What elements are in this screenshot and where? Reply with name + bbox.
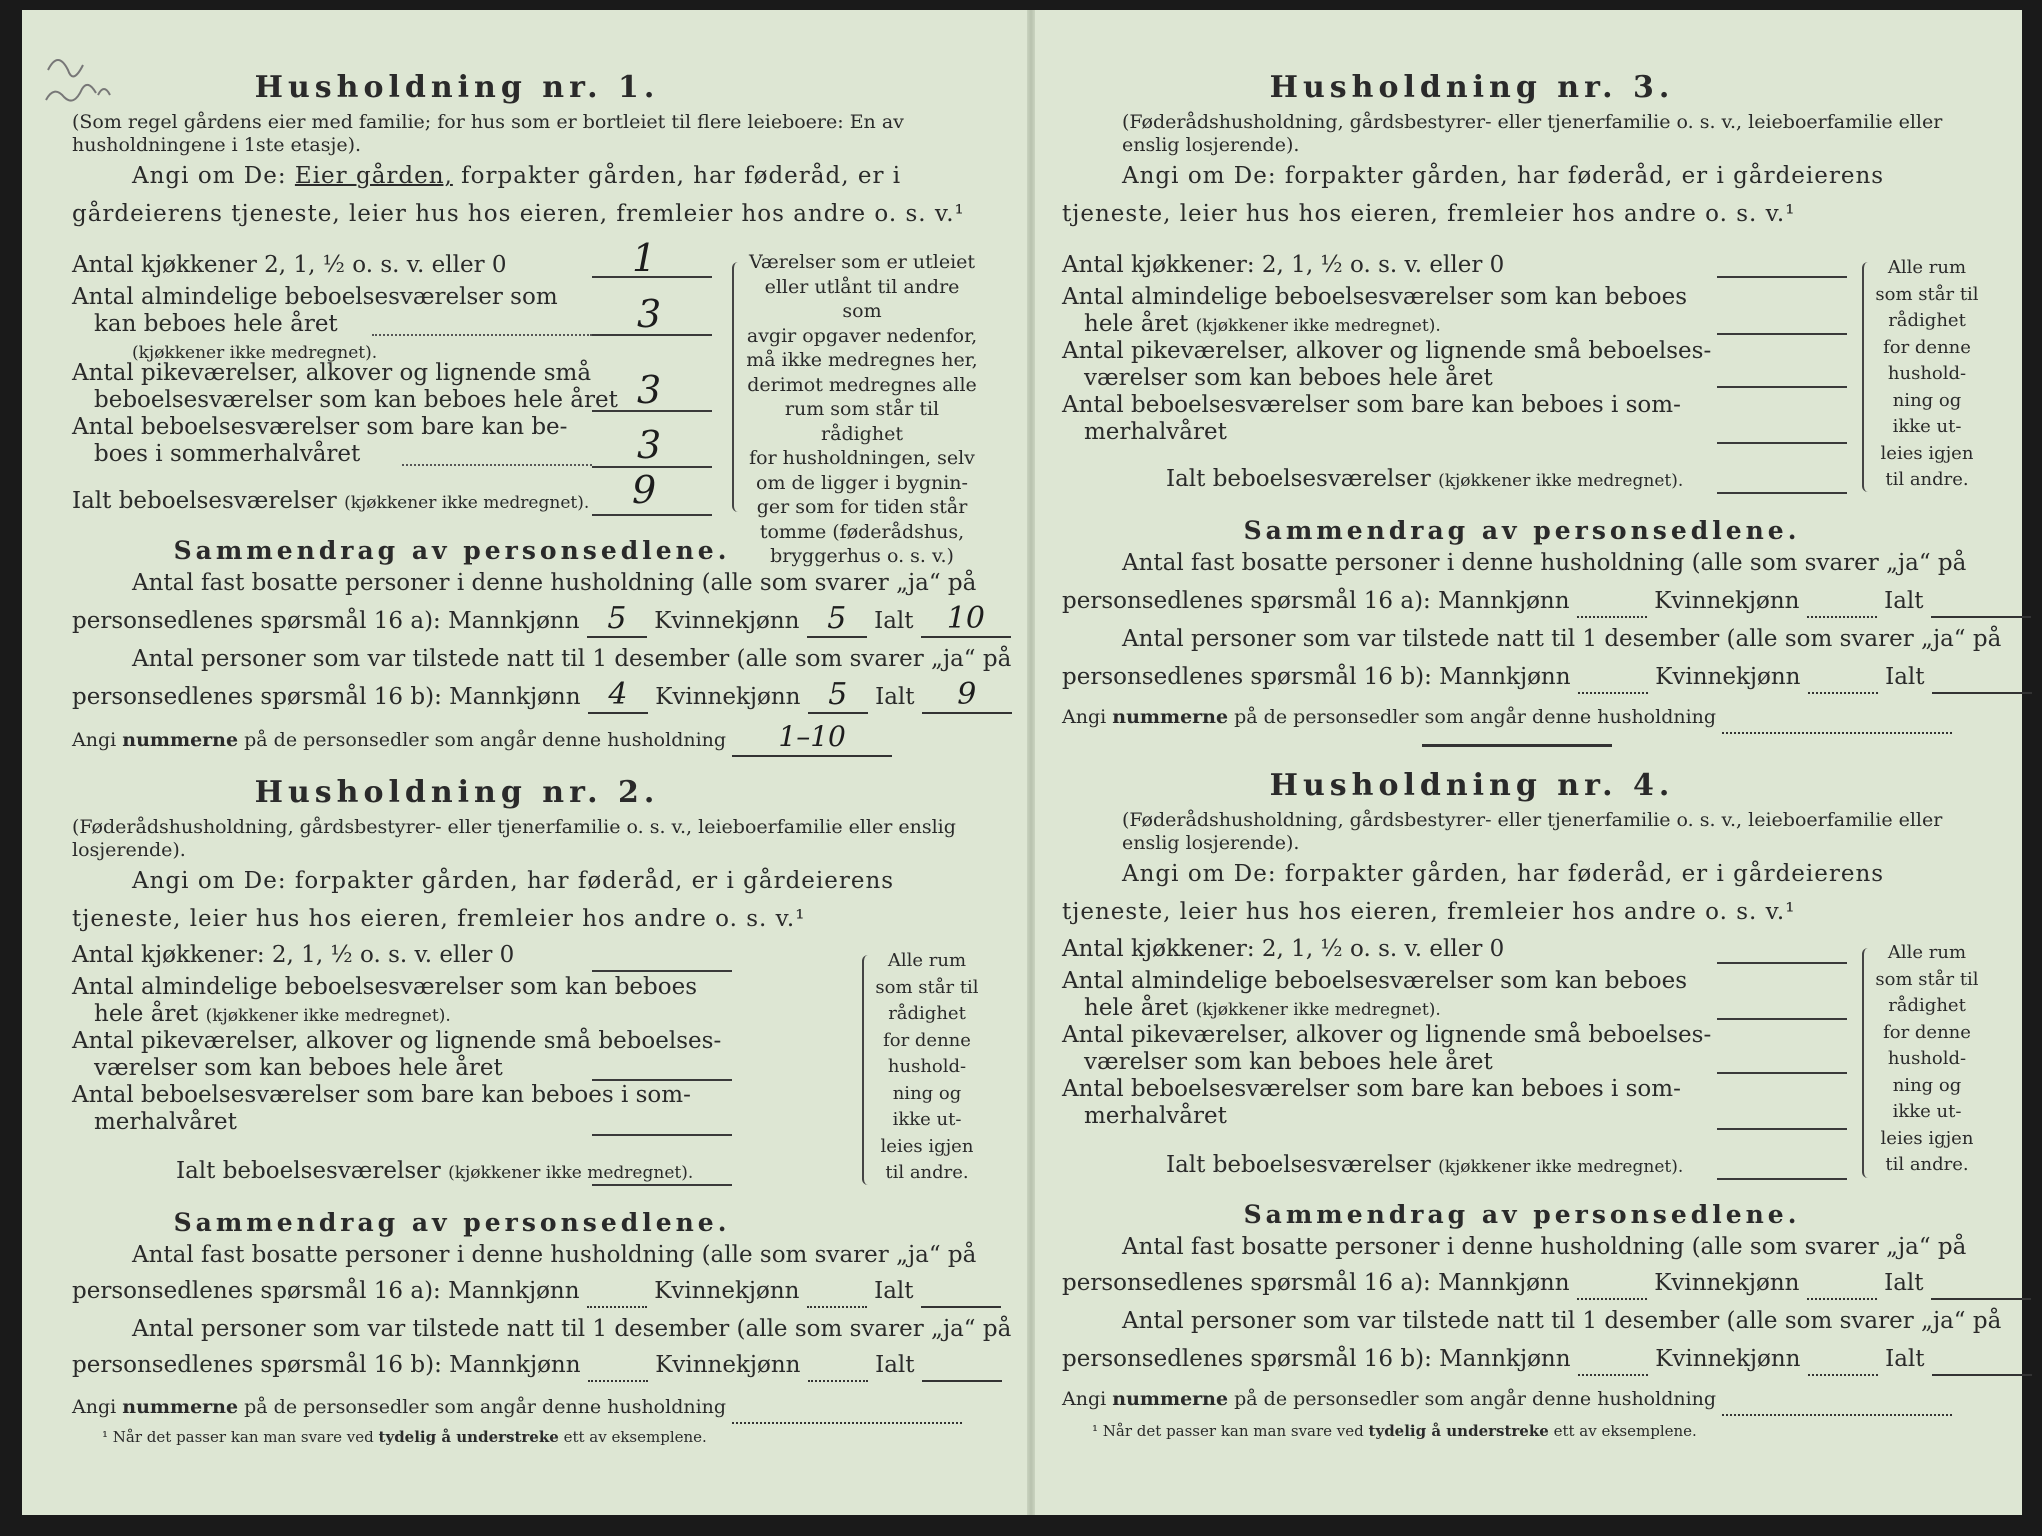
h3-total-label: Ialt beboelsesværelser (kjøkkener ikke medregnet). [1166, 466, 1684, 492]
h1-brace-line: ger som for tiden står [756, 496, 968, 518]
h2-footnote: ¹ Når det passer kan man svare ved tydelig å understreke ett av eksemplene. [102, 1428, 707, 1446]
household-4-status: Angi om De: forpakter gården, har føderåd, er i gårdeierens tjeneste, leier hus hos eieren, fremleier hos andre o. s. v.¹ [1062, 861, 1885, 925]
h3-summer-label-b: merhalvåret [1084, 419, 1227, 445]
h2-brace-line: hushold- [887, 1056, 967, 1077]
h3-kitchens-field[interactable] [1717, 276, 1847, 278]
h4-summer-field[interactable] [1717, 1128, 1847, 1130]
h1-brace-line: eller utlånt til andre som [764, 275, 960, 322]
h4-sum-b-line2: personsedlenes spørsmål 16 b): Mannkjønn Kvinnekjønn Ialt [1062, 1344, 2032, 1376]
h1-sum-b-line1: Antal personer som var tilstede natt til 1 desember (alle som svarer „ja“ på [132, 646, 1012, 672]
h3-sum-b-female[interactable] [1808, 662, 1878, 694]
h4-brace-line: rådighet [1888, 995, 1966, 1016]
h3-kitchens-label: Antal kjøkkener: 2, 1, ½ o. s. v. eller 0 [1062, 252, 1505, 278]
h4-footnote: ¹ Når det passer kan man svare ved tydelig å understreke ett av eksemplene. [1092, 1422, 1697, 1440]
h4-total-label: Ialt beboelsesværelser (kjøkkener ikke medregnet). [1166, 1152, 1684, 1178]
h1-total-label: Ialt beboelsesværelser (kjøkkener ikke medregnet). [72, 488, 590, 514]
household-2-note: (Føderådshusholdning, gårdsbestyrer- eller tjenerfamilie o. s. v., leieboerfamilie eller enslig losjerende). [72, 816, 956, 861]
h3-sum-a-line1: Antal fast bosatte personer i denne husholdning (alle som svarer „ja“ på [1122, 550, 1967, 576]
h3-brace-line: leies igjen [1880, 442, 1974, 464]
h2-summer-label-a: Antal beboelsesværelser som bare kan beboes i som- [72, 1082, 691, 1108]
h3-sum-b-total[interactable] [1932, 662, 2032, 694]
h1-sum-a-female[interactable]: 5 [807, 604, 867, 638]
h2-sum-a-line2: personsedlenes spørsmål 16 a): Mannkjønn Kvinnekjønn Ialt [72, 1276, 1001, 1308]
h1-kitchens-value: 1 [632, 236, 657, 280]
h4-brace-line: Alle rum [1887, 942, 1967, 963]
h2-nummer-line: Angi nummerne på de personsedler som angår denne husholdning [72, 1392, 962, 1424]
h3-total-field[interactable] [1717, 492, 1847, 494]
h1-total-value: 9 [632, 468, 657, 512]
household-1 [72, 70, 992, 233]
h4-brace-note [1872, 940, 1982, 1179]
h2-kitchens-field[interactable] [592, 970, 732, 972]
h1-sum-a-line1: Antal fast bosatte personer i denne husholdning (alle som svarer „ja“ på [132, 570, 977, 596]
h4-sum-a-total[interactable] [1931, 1268, 2031, 1300]
h1-brace-line: tomme (føderådshus, [759, 520, 965, 543]
h1-kitchens-label: Antal kjøkkener 2, 1, ½ o. s. v. eller 0 [72, 252, 507, 278]
h3-sum-b-line2: personsedlenes spørsmål 16 b): Mannkjønn Kvinnekjønn Ialt [1062, 662, 2032, 694]
h2-sum-a-total[interactable] [921, 1276, 1001, 1308]
household-1-title: Husholdning nr. 1. [254, 70, 660, 105]
h4-rooms-label-b: hele året (kjøkkener ikke medregnet). [1084, 995, 1441, 1021]
h4-brace-line: ikke ut- [1892, 1101, 1962, 1122]
h2-sum-a-line1: Antal fast bosatte personer i denne husholdning (alle som svarer „ja“ på [132, 1242, 977, 1268]
h1-maid-label-a: Antal pikeværelser, alkover og lignende små [72, 360, 592, 386]
h1-rooms-label-b: kan beboes hele året [94, 311, 338, 337]
h1-nummer-line: Angi nummerne på de personsedler som angår denne husholdning 1–10 [72, 722, 892, 757]
h4-maid-label-a: Antal pikeværelser, alkover og lignende små beboelses- [1062, 1022, 1712, 1048]
h1-brace-line: om de ligger i bygnin- [756, 471, 968, 494]
household-3-status: Angi om De: forpakter gården, har føderåd, er i gårdeierens tjeneste, leier hus hos eieren, fremleier hos andre o. s. v.¹ [1062, 163, 1885, 227]
h3-brace-line: ning og [1892, 389, 1962, 411]
h1-maid-value: 3 [637, 368, 662, 412]
h2-sum-a-female[interactable] [807, 1276, 867, 1308]
h1-summer-value: 3 [637, 423, 662, 467]
h1-rooms-value: 3 [637, 292, 662, 336]
h3-sum-a-line2: personsedlenes spørsmål 16 a): Mannkjønn Kvinnekjønn Ialt [1062, 586, 2031, 618]
h1-brace-line: bryggerhus o. s. v.) [770, 545, 954, 567]
h4-brace-line: til andre. [1885, 1154, 1969, 1175]
h3-summer-label-a: Antal beboelsesværelser som bare kan beboes i som- [1062, 392, 1681, 418]
h2-maid-label-b: værelser som kan beboes hele året [94, 1055, 503, 1081]
h4-sum-b-male[interactable] [1578, 1344, 1648, 1376]
h3-summary-title: Sammendrag av personsedlene. [1243, 516, 1801, 545]
h3-brace-line: rådighet [1888, 310, 1966, 331]
h2-brace-line: leies igjen [880, 1135, 974, 1157]
h4-kitchens-field[interactable] [1717, 962, 1847, 964]
h2-brace-line: for denne [883, 1029, 971, 1051]
h4-brace-line: for denne [1883, 1021, 1971, 1043]
h2-summary-title: Sammendrag av personsedlene. [173, 1208, 731, 1237]
h4-brace-line: ning og [1892, 1074, 1962, 1096]
h2-maid-field[interactable] [592, 1079, 732, 1081]
household-3-note: (Føderådshusholdning, gårdsbestyrer- eller tjenerfamilie o. s. v., leieboerfamilie eller enslig losjerende). [1122, 111, 1943, 156]
h1-rooms-label-a: Antal almindelige beboelsesværelser som [72, 284, 558, 310]
h3-brace-line: til andre. [1885, 469, 1969, 490]
h4-sum-b-line1: Antal personer som var tilstede natt til 1 desember (alle som svarer „ja“ på [1122, 1308, 2002, 1334]
h3-nummer-line: Angi nummerne på de personsedler som angår denne husholdning [1062, 702, 1952, 734]
h3-rooms-label-a: Antal almindelige beboelsesværelser som kan beboes [1062, 284, 1688, 310]
h1-brace-line: derimot medregnes alle [747, 373, 977, 396]
h2-maid-label-a: Antal pikeværelser, alkover og lignende små beboelses- [72, 1028, 722, 1054]
h4-nummer-field[interactable] [1722, 1384, 1952, 1416]
h3-brace-line: ikke ut- [1892, 416, 1962, 437]
h2-brace-line: rådighet [888, 1003, 966, 1024]
h3-summer-field[interactable] [1717, 442, 1847, 444]
h2-brace-line: ikke ut- [892, 1109, 962, 1130]
h2-brace-line: ning og [892, 1082, 962, 1104]
h1-sum-b-total[interactable]: 9 [922, 680, 1012, 714]
h4-total-field[interactable] [1717, 1178, 1847, 1180]
h2-sum-b-female[interactable] [808, 1350, 868, 1382]
h2-total-label: Ialt beboelsesværelser (kjøkkener ikke medregnet). [176, 1158, 694, 1184]
h3-sum-a-total[interactable] [1931, 586, 2031, 618]
h2-brace-line: som står til [875, 976, 979, 998]
h4-maid-field[interactable] [1717, 1072, 1847, 1074]
h3-brace-line: som står til [1875, 283, 1979, 305]
h1-sum-b-male[interactable]: 4 [588, 680, 648, 714]
household-4-note: (Føderådshusholdning, gårdsbestyrer- eller tjenerfamilie o. s. v., leieboerfamilie eller enslig losjerende). [1122, 809, 1943, 854]
household-4-title: Husholdning nr. 4. [1269, 768, 1675, 803]
h3-brace-note [1872, 255, 1982, 494]
left-page [72, 0, 1012, 1505]
h1-sum-a-total[interactable]: 10 [921, 604, 1011, 638]
h4-brace-line: som står til [1875, 968, 1979, 990]
h2-brace-note [872, 948, 982, 1187]
h2-brace-line: til andre. [885, 1162, 969, 1183]
h4-summer-label-b: merhalvåret [1084, 1103, 1227, 1129]
h2-sum-b-male[interactable] [588, 1350, 648, 1382]
h1-sum-b-female[interactable]: 5 [808, 680, 868, 714]
h1-brace-line: Værelser som er utleiet [748, 251, 976, 273]
h1-rooms-note: (kjøkkener ikke medregnet). [132, 343, 378, 363]
h1-brace-line: må ikke medregnes her, [746, 349, 978, 371]
h1-summer-label-b: boes i sommerhalvåret [94, 441, 361, 467]
h4-summary-title: Sammendrag av personsedlene. [1243, 1200, 1801, 1229]
household-3 [1062, 70, 1982, 233]
h1-summer-label-a: Antal beboelsesværelser som bare kan be- [72, 414, 568, 440]
h3-sum-a-male[interactable] [1577, 586, 1647, 618]
h3-brace-line: hushold- [1887, 363, 1967, 384]
h2-sum-a-male[interactable] [587, 1276, 647, 1308]
h4-sum-a-male[interactable] [1577, 1268, 1647, 1300]
h3-sum-b-line1: Antal personer som var tilstede natt til 1 desember (alle som svarer „ja“ på [1122, 626, 2002, 652]
h3-rooms-field[interactable] [1717, 333, 1847, 335]
h3-maid-label-b: værelser som kan beboes hele året [1084, 365, 1493, 391]
h4-sum-a-female[interactable] [1807, 1268, 1877, 1300]
h3-brace-line: Alle rum [1887, 257, 1967, 278]
h2-sum-b-line1: Antal personer som var tilstede natt til 1 desember (alle som svarer „ja“ på [132, 1316, 1012, 1342]
h2-rooms-label-a: Antal almindelige beboelsesværelser som kan beboes [72, 974, 698, 1000]
h1-maid-label-b: beboelsesværelser som kan beboes hele året [94, 387, 618, 413]
right-page [1062, 0, 2002, 1505]
section-separator [1422, 744, 1612, 747]
h4-rooms-field[interactable] [1717, 1018, 1847, 1020]
household-1-status: Angi om De: Eier gården, forpakter gården, har føderåd, er i gårdeierens tjeneste, leier hus hos eieren, fremleier hos andre o. s. v.¹ [72, 163, 965, 227]
h4-brace-line: leies igjen [1880, 1127, 1974, 1149]
h2-sum-b-total[interactable] [922, 1350, 1002, 1382]
h2-sum-b-line2: personsedlenes spørsmål 16 b): Mannkjønn Kvinnekjønn Ialt [72, 1350, 1002, 1382]
h3-brace-line: for denne [1883, 336, 1971, 358]
h3-sum-b-male[interactable] [1578, 662, 1648, 694]
page-fold [1027, 10, 1035, 1515]
h4-sum-a-line1: Antal fast bosatte personer i denne husholdning (alle som svarer „ja“ på [1122, 1234, 1967, 1260]
h3-rooms-label-b: hele året (kjøkkener ikke medregnet). [1084, 311, 1441, 337]
h4-brace-line: hushold- [1887, 1048, 1967, 1069]
h4-kitchens-label: Antal kjøkkener: 2, 1, ½ o. s. v. eller 0 [1062, 936, 1505, 962]
h2-summer-field[interactable] [592, 1134, 732, 1136]
h3-nummer-field[interactable] [1722, 702, 1952, 734]
h3-sum-a-female[interactable] [1807, 586, 1877, 618]
household-4 [1062, 768, 1982, 931]
h3-maid-field[interactable] [1717, 386, 1847, 388]
h2-rooms-label-b: hele året (kjøkkener ikke medregnet). [94, 1001, 451, 1027]
h4-sum-b-total[interactable] [1932, 1344, 2032, 1376]
h1-sum-a-line2: personsedlenes spørsmål 16 a): Mannkjønn 5 Kvinnekjønn 5 Ialt 10 [72, 604, 1011, 638]
h1-sum-a-male[interactable]: 5 [587, 604, 647, 638]
h2-kitchens-label: Antal kjøkkener: 2, 1, ½ o. s. v. eller 0 [72, 942, 515, 968]
h4-sum-a-line2: personsedlenes spørsmål 16 a): Mannkjønn Kvinnekjønn Ialt [1062, 1268, 2031, 1300]
h1-brace-note [742, 250, 982, 569]
status-owner-underlined: Eier gården, [294, 163, 453, 189]
h2-nummer-field[interactable] [732, 1392, 962, 1424]
h2-brace-line: Alle rum [887, 950, 967, 971]
household-2-title: Husholdning nr. 2. [254, 775, 660, 810]
h1-sum-b-line2: personsedlenes spørsmål 16 b): Mannkjønn 4 Kvinnekjønn 5 Ialt 9 [72, 680, 1012, 714]
h1-total-field[interactable] [592, 514, 712, 516]
h1-summer-dots [402, 464, 592, 466]
h4-nummer-line: Angi nummerne på de personsedler som angår denne husholdning [1062, 1384, 1952, 1416]
household-2-status: Angi om De: forpakter gården, har føderåd, er i gårdeierens tjeneste, leier hus hos eieren, fremleier hos andre o. s. v.¹ [72, 868, 895, 932]
household-3-title: Husholdning nr. 3. [1269, 70, 1675, 105]
h4-maid-label-b: værelser som kan beboes hele året [1084, 1049, 1493, 1075]
h2-total-field[interactable] [592, 1184, 732, 1186]
h4-summer-label-a: Antal beboelsesværelser som bare kan beboes i som- [1062, 1076, 1681, 1102]
h1-rooms-dots [372, 334, 592, 336]
household-1-note: (Som regel gårdens eier med familie; for hus som er bortleiet til flere leieboere: En av husholdningene i 1ste etasje). [72, 111, 904, 156]
h1-brace-line: rum som står til rådighet [784, 398, 940, 445]
h2-summer-label-b: merhalvåret [94, 1109, 237, 1135]
h3-maid-label-a: Antal pikeværelser, alkover og lignende små beboelses- [1062, 338, 1712, 364]
h1-summary-title: Sammendrag av personsedlene. [173, 536, 731, 565]
h1-brace-line: for husholdningen, selv [749, 447, 975, 469]
h4-rooms-label-a: Antal almindelige beboelsesværelser som kan beboes [1062, 968, 1688, 994]
h1-nummer-field[interactable]: 1–10 [732, 722, 892, 757]
household-2 [72, 775, 992, 938]
h4-sum-b-female[interactable] [1808, 1344, 1878, 1376]
h1-brace-line: avgir opgaver nedenfor, [746, 324, 978, 347]
